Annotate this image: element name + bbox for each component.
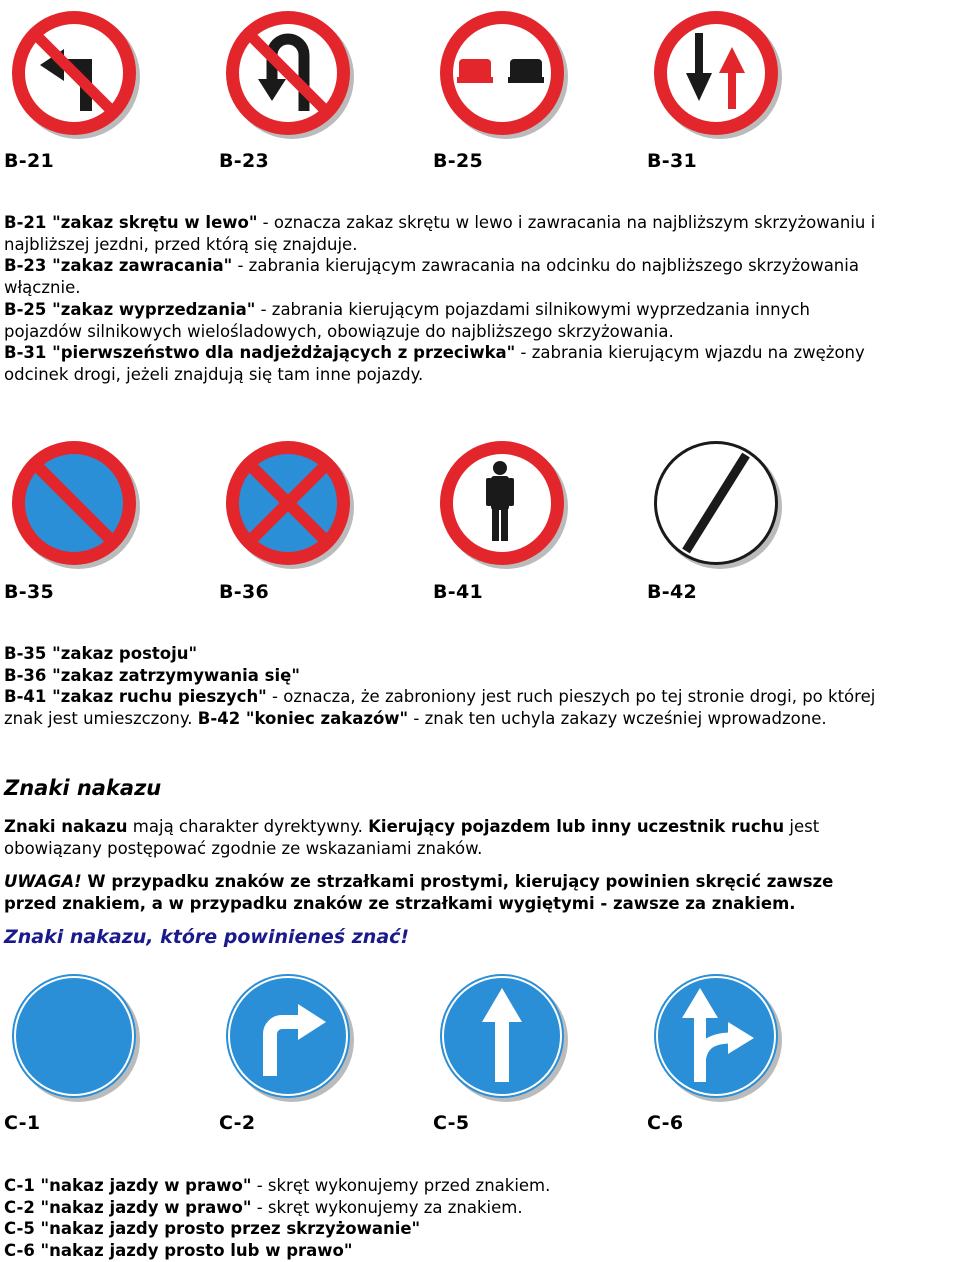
- sign-code-b23: B-23: [219, 150, 270, 172]
- sign-code-c1: C-1: [4, 1112, 41, 1134]
- sign-code-c5: C-5: [433, 1112, 470, 1134]
- description-c1-text: - skręt wykonujemy przed znakiem.: [251, 1176, 551, 1195]
- description-b21-text-2: najbliższej jezdni, przed którą się znajduje.: [4, 234, 358, 254]
- subsection-title: Znaki nakazu, które powinieneś znać!: [4, 926, 410, 948]
- end-of-restrictions-sign: [646, 433, 786, 573]
- description-b41-text: - oznacza, że zabroniony jest ruch pieszych po tej stronie drogi, po której: [266, 687, 876, 707]
- description-c2-title: C-2 "nakaz jazdy w prawo": [4, 1197, 252, 1217]
- sign-code-c2: C-2: [219, 1112, 256, 1134]
- no-overtaking-sign: [432, 3, 572, 143]
- description-b25-text: - zabrania kierującym pojazdami silnikowymi wyprzedzania innych: [255, 299, 810, 319]
- description-b41-text-2: znak jest umieszczony.: [4, 709, 198, 729]
- description-b41-title: B-41 "zakaz ruchu pieszych": [4, 687, 267, 707]
- description-c2-text: - skręt wykonujemy za znakiem.: [251, 1197, 523, 1217]
- no-stopping-sign: [218, 433, 358, 573]
- intro-text-2: jest: [784, 817, 820, 836]
- intro-bold-1: Znaki nakazu: [4, 817, 128, 836]
- sign-code-b25: B-25: [433, 150, 484, 172]
- intro-text-3: obowiązany postępować zgodnie ze wskazaniami znaków.: [4, 838, 483, 858]
- description-b31-title: B-31 "pierwszeństwo dla nadjeżdżających z przeciwka": [4, 343, 516, 363]
- sign-code-b21: B-21: [4, 150, 55, 172]
- warning-text-2: przed znakiem, a w przypadku znaków ze strzałkami wygiętymi - zawsze za znakiem.: [4, 893, 796, 913]
- no-pedestrians-sign: [432, 433, 572, 573]
- description-b23-text-2: włącznie.: [4, 278, 81, 298]
- sign-code-b42: B-42: [647, 581, 698, 603]
- no-parking-sign: [4, 433, 144, 573]
- description-b31-text: - zabrania kierującym wjazdu na zwężony: [515, 343, 865, 363]
- intro-text-1: mają charakter dyrektywny.: [127, 817, 369, 836]
- no-u-turn-sign: [218, 3, 358, 143]
- description-row2: [4, 643, 875, 730]
- description-c6-title: C-6 "nakaz jazdy prosto lub w prawo": [4, 1241, 353, 1261]
- description-b23-title: B-23 "zakaz zawracania": [4, 256, 233, 276]
- description-b25-title: B-25 "zakaz wyprzedzania": [4, 299, 256, 319]
- warning-paragraph: [4, 871, 833, 914]
- description-b21-title: B-21 "zakaz skrętu w lewo": [4, 213, 258, 232]
- description-b31-text-2: odcinek drogi, jeżeli znajdują się tam inne pojazdy.: [4, 364, 424, 384]
- turn-right-before-sign: [4, 966, 144, 1106]
- sign-code-b41: B-41: [433, 581, 484, 603]
- straight-or-right-sign: [646, 966, 786, 1106]
- description-b42-title: B-42 "koniec zakazów": [197, 709, 409, 729]
- description-b23-text: - zabrania kierującym zawracania na odcinku do najbliższego skrzyżowania: [232, 256, 859, 276]
- description-b25-text-2: pojazdów silnikowych wielośladowych, obowiązuje do najbliższego skrzyżowania.: [4, 321, 674, 341]
- description-row3: [4, 1175, 550, 1262]
- section-title: Znaki nakazu: [4, 776, 162, 800]
- section-intro: [4, 816, 819, 859]
- straight-ahead-sign: [432, 966, 572, 1106]
- description-c5-title: C-5 "nakaz jazdy prosto przez skrzyżowanie": [4, 1219, 421, 1239]
- description-c1-title: C-1 "nakaz jazdy w prawo": [4, 1176, 252, 1195]
- description-b21: [4, 212, 875, 386]
- sign-code-b31: B-31: [647, 150, 698, 172]
- sign-code-b36: B-36: [219, 581, 270, 603]
- warning-label: UWAGA!: [4, 872, 82, 891]
- description-b21-text: - oznacza zakaz skrętu w lewo i zawracania na najbliższym skrzyżowaniu i: [257, 213, 876, 232]
- priority-oncoming-sign: [646, 3, 786, 143]
- no-left-turn-sign: [4, 3, 144, 143]
- turn-right-after-sign: [218, 966, 358, 1106]
- description-b42-text: - znak ten uchyla zakazy wcześniej wprowadzone.: [408, 709, 827, 729]
- sign-code-b35: B-35: [4, 581, 55, 603]
- warning-text-1: W przypadku znaków ze strzałkami prostymi, kierujący powinien skręcić zawsze: [81, 872, 834, 891]
- sign-code-c6: C-6: [647, 1112, 684, 1134]
- description-b36-title: B-36 "zakaz zatrzymywania się": [4, 665, 300, 685]
- description-b35-title: B-35 "zakaz postoju": [4, 644, 198, 663]
- intro-bold-2: Kierujący pojazdem lub inny uczestnik ruchu: [368, 817, 785, 836]
